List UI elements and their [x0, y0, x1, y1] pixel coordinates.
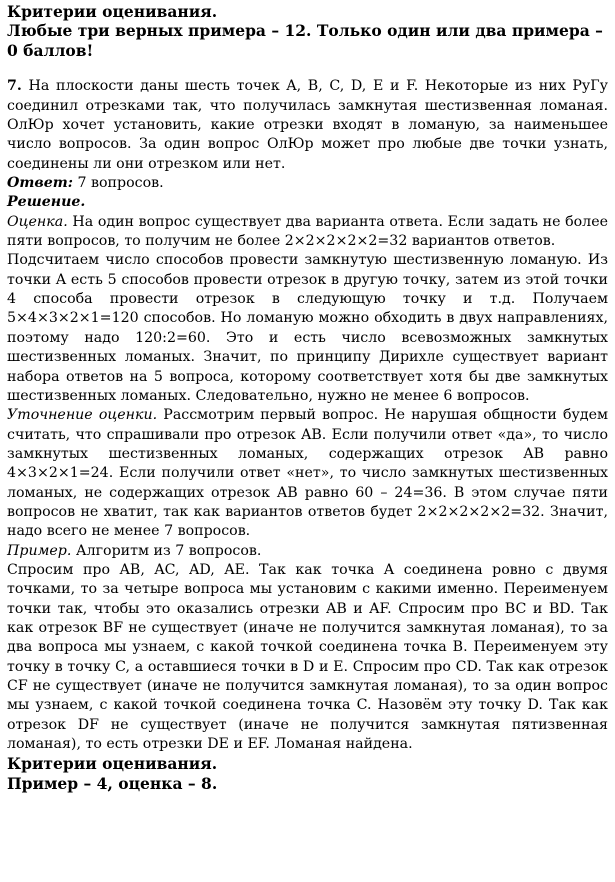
- example-line: [7, 542, 608, 561]
- solution-label: Решение.: [7, 194, 86, 211]
- algorithm-paragraph: Спросим про AB, AC, AD, AE. Так как точка A соединена ровно с двумя точками, то за четыре вопроса мы установим с какими именно. Переименуем точки так, чтобы это оказались отрезки AB и AF. Спросим про BC и BD. Так как отрезок BF не существует (иначе не получится замкнутая ломаная), то за два вопроса мы узнаем, с какой точкой соединена точка B. Переименуем эту точку в точку C, а оставшиеся точки в D и E. Спросим про CD. Так как отрезок CF не существует (иначе не получится замкнутая ломаная), то за один вопрос мы узнаем, с какой точкой соединена точка C. Назовём эту точку D. Так как отрезок DF не существует (иначе не получится замкнутая пятизвенная ломаная), то есть отрезки DE и EF. Ломаная найдена.: [7, 561, 608, 753]
- estimate-paragraph: [7, 213, 608, 252]
- answer-line: [7, 174, 608, 193]
- refinement-paragraph: [7, 406, 608, 541]
- solution-heading: [7, 193, 608, 212]
- top-criteria-title: Критерии оценивания.: [7, 2, 218, 21]
- bottom-criteria-line: Пример – 4, оценка – 8.: [7, 773, 218, 793]
- refinement-label: Уточнение оценки.: [7, 407, 158, 424]
- example-text: Алгоритм из 7 вопросов.: [75, 542, 262, 559]
- problem-number: 7.: [7, 78, 22, 95]
- refinement-text: Рассмотрим первый вопрос. Не нарушая общности будем считать, что спрашивали про отрезок AB. Если получили ответ «да», то число замкнутых шестизвенных ломаных, содержащих отрезок AB равно 4×3×2×1=24. Если получили ответ «нет», то число замкнутых шестизвенных ломаных, не содержащих отрезок AB равно 60 – 24=36. В этом случае пяти вопросов не хватит, так как вариантов ответов будет 2×2×2×2×2=32. Значит, надо всего не менее 7 вопросов.: [7, 407, 608, 540]
- example-label: Пример.: [7, 542, 72, 559]
- problem-statement: [7, 77, 608, 174]
- estimate-text: На один вопрос существует два варианта ответа. Если задать не более пяти вопросов, то получим не более 2×2×2×2×2=32 вариантов ответов.: [7, 213, 608, 250]
- estimate-label: Оценка.: [7, 213, 68, 230]
- top-criteria-line: Любые три верных примера – 12. Только один или два примера – 0 баллов!: [7, 21, 603, 61]
- bottom-criteria-title: Критерии оценивания.: [7, 754, 218, 774]
- count-paragraph: Подсчитаем число способов провести замкнутую шестизвенную ломаную. Из точки A есть 5 способов провести отрезок в другую точку, затем из этой точки 4 способа провести отрезок в следующую точку и т.д. Получаем 5×4×3×2×1=120 способов. Но ломаную можно обходить в двух направлениях, поэтому надо 120:2=60. Это и есть число всевозможных замкнутых шестизвенных ломаных. Значит, по принципу Дирихле существует вариант набора ответов на 5 вопроса, которому соответствует хотя бы две замкнутых шестизвенных ломаных. Следовательно, нужно не менее 6 вопросов.: [7, 252, 608, 404]
- answer-label: Ответ:: [7, 175, 73, 192]
- problem-text: На плоскости даны шесть точек A, B, C, D, E и F. Некоторые из них РуГу соединил отрезками так, что получилась замкнутая шестизвенная ломаная. ОлЮр хочет установить, какие отрезки входят в ломаную, за наименьшее число вопросов. За один вопрос ОлЮр может про любые две точки узнать, соединены ли они отрезком или нет.: [7, 78, 608, 172]
- document-page: [0, 2, 615, 882]
- answer-text: 7 вопросов.: [77, 175, 164, 192]
- spacer: [7, 61, 608, 77]
